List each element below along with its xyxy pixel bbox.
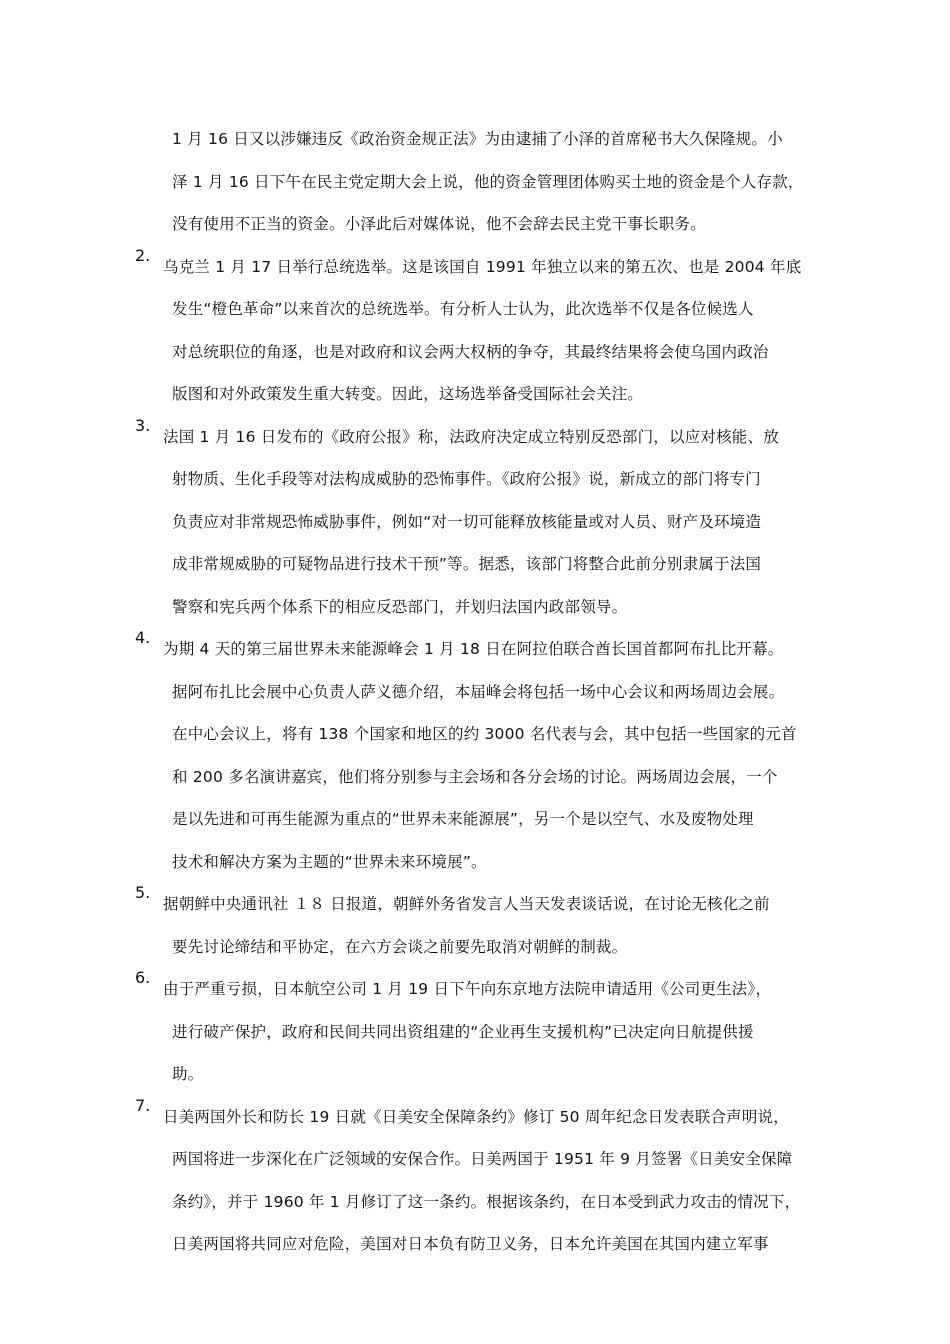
intro-paragraph: [0, 118, 950, 246]
paragraph-line: 泽 1 月 16 日下午在民主党定期大会上说，他的资金管理团体购买土地的资金是个人存款，: [172, 172, 804, 191]
paragraph-line: 版图和对外政策发生重大转变。因此，这场选举备受国际社会关注。: [172, 385, 644, 403]
paragraph-line: 没有使用不正当的资金。小泽此后对媒体说，他不会辞去民主党干事长职务。: [172, 215, 706, 233]
paragraph-line: 为期 4 天的第三届世界未来能源峰会 1 月 18 日在阿拉伯联合酋长国首都阿布扎比开幕。: [163, 640, 784, 658]
paragraph-line: 在中心会议上，将有 138 个国家和地区的约 3000 名代表与会，其中包括一些国家的元首: [172, 725, 797, 743]
paragraph-line: 是以先进和可再生能源为重点的“世界未来能源展”，另一个是以空气、水及废物处理: [172, 810, 754, 828]
paragraph-line: 日美两国外长和防长 19 日就《日美安全保障条约》修订 50 周年纪念日发表联合声明说，: [163, 1107, 789, 1126]
paragraph-line: 警察和宪兵两个体系下的相应反恐部门，并划归法国内政部领导。: [172, 597, 628, 616]
list-number: 2.: [135, 245, 151, 265]
list-item-2: [0, 246, 950, 416]
paragraph-line: 据阿布扎比会展中心负责人萨义德介绍，本届峰会将包括一场中心会议和两场周边会展。: [172, 682, 785, 701]
paragraph-line: 乌克兰 1 月 17 日举行总统选举。这是该国自 1991 年独立以来的第五次、也是 2004 年底: [163, 257, 802, 276]
list-item-3: [0, 416, 950, 629]
paragraph-line: 助。: [172, 1065, 204, 1083]
paragraph-line: 成非常规威胁的可疑物品进行技术干预”等。据悉，该部门将整合此前分别隶属于法国: [172, 555, 762, 573]
list-number: 4.: [135, 628, 151, 647]
list-number: 3.: [135, 415, 151, 435]
list-number: 6.: [135, 968, 151, 987]
list-item-5: [0, 883, 950, 968]
list-item-4: [0, 628, 950, 883]
list-item-6: [0, 968, 950, 1096]
paragraph-line: 对总统职位的角逐，也是对政府和议会两大权柄的争夺，其最终结果将会使乌国内政治: [172, 342, 769, 361]
paragraph-line: 1 月 16 日又以涉嫌违反《政治资金规正法》为由逮捕了小泽的首席秘书大久保隆规。小: [172, 130, 783, 148]
list-item-7: [0, 1096, 950, 1266]
list-number: 7.: [135, 1095, 151, 1115]
paragraph-line: 和 200 多名演讲嘉宾，他们将分别参与主会场和各分会场的讨论。两场周边会展，一个: [172, 767, 778, 786]
paragraph-line: 发生“橙色革命”以来首次的总统选举。有分析人士认为，此次选举不仅是各位候选人: [172, 300, 754, 318]
paragraph-line: 由于严重亏损，日本航空公司 1 月 19 日下午向东京地方法院申请适用《公司更生法》，: [163, 980, 772, 998]
paragraph-line: 据朝鲜中央通讯社 １８ 日报道，朝鲜外务省发言人当天发表谈话说，在讨论无核化之前: [163, 895, 770, 913]
paragraph-line: 法国 1 月 16 日发布的《政府公报》称，法政府决定成立特别反恐部门，以应对核能、放: [163, 427, 779, 446]
paragraph-line: 负责应对非常规恐怖威胁事件，例如“对一切可能释放核能量或对人员、财产及环境造: [172, 512, 762, 531]
paragraph-line: 技术和解决方案为主题的“世界未来环境展”。: [172, 852, 487, 871]
paragraph-line: 两国将进一步深化在广泛领域的安保合作。日美两国于 1951 年 9 月签署《日美安全保障: [172, 1150, 793, 1168]
paragraph-line: 进行破产保护，政府和民间共同出资组建的“企业再生支援机构”已决定向日航提供援: [172, 1022, 754, 1041]
list-number: 5.: [135, 883, 151, 902]
paragraph-line: 要先讨论缔结和平协定，在六方会谈之前要先取消对朝鲜的制裁。: [172, 937, 628, 956]
document-body: [0, 118, 950, 1266]
paragraph-line: 射物质、生化手段等对法构成威胁的恐怖事件。《政府公报》说，新成立的部门将专门: [172, 470, 761, 488]
paragraph-line: 日美两国将共同应对危险，美国对日本负有防卫义务，日本允许美国在其国内建立军事: [172, 1235, 769, 1253]
paragraph-line: 条约》，并于 1960 年 1 月修订了这一条约。根据该条约，在日本受到武力攻击的情况下，: [172, 1192, 801, 1211]
